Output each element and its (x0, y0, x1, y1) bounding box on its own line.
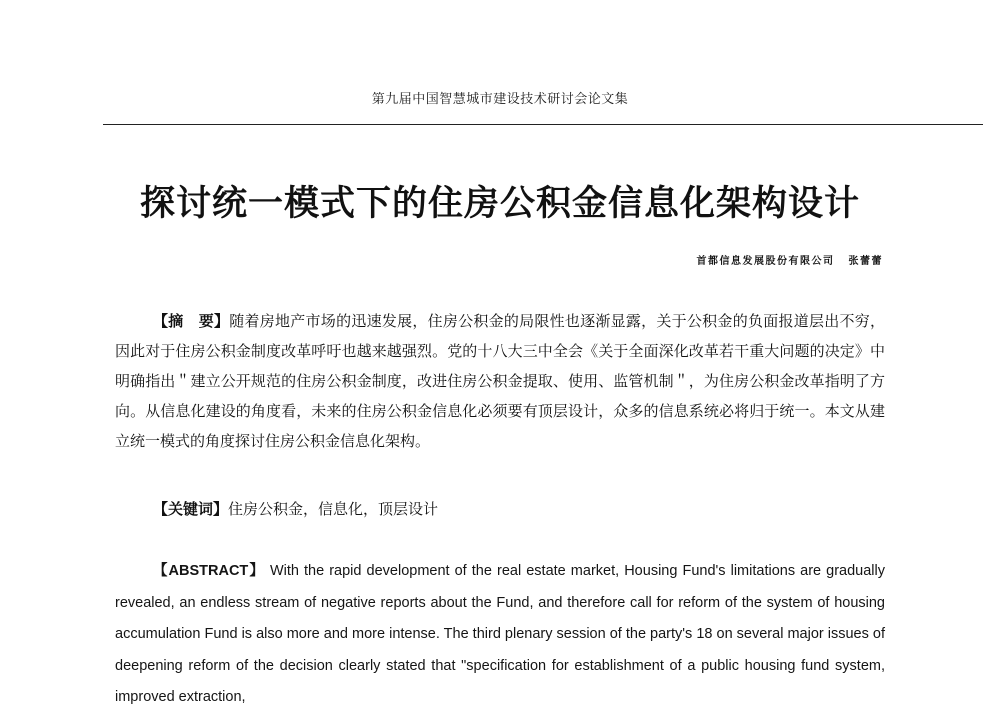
abstract-en-label: 【ABSTRACT】 (153, 563, 265, 579)
paper-title: 探讨统一模式下的住房公积金信息化架构设计 (139, 184, 860, 224)
abstract-en (115, 556, 885, 714)
abstract-zh-label: 【摘 要】 (153, 312, 230, 330)
abstract-en-text: With the rapid development of the real estate market, Housing Fund's limitations are gradually revealed, an endless stream of negative reports about the Fund, and therefore call for reform of the system of housing accumulation Fund is also more and more intense. The third plenary session of the party's 18 on several major issues of deepening reform of the decision clearly stated that "specification for establishment of a public housing fund system, improved extraction, (115, 563, 886, 705)
affiliation: 首都信息发展股份有限公司 (696, 256, 835, 267)
header-divider (103, 124, 983, 125)
running-header: 第九届中国智慧城市建设技术研讨会论文集 (371, 92, 629, 107)
byline (697, 252, 884, 267)
abstract-zh (115, 306, 885, 456)
keywords-zh-label: 【关键词】 (153, 500, 229, 518)
keywords-zh-text: 住房公积金，信息化，顶层设计 (228, 500, 439, 518)
abstract-zh-text: 随着房地产市场的迅速发展，住房公积金的局限性也逐渐显露，关于公积金的负面报道层出不穷，因此对于住房公积金制度改革呼吁也越来越强烈。党的十八大三中全会《关于全面深化改革若干重大问题的决定》中明确指出＂建立公开规范的住房公积金制度，改进住房公积金提取、使用、监管机制＂，为住房公积金改革指明了方向。从信息化建设的角度看，未来的住房公积金信息化必须要有顶层设计，众多的信息系统必将归于统一。本文从建立统一模式的角度探讨住房公积金信息化架构。 (115, 312, 885, 450)
keywords-zh (153, 494, 438, 524)
author-name: 张蕾蕾 (848, 256, 883, 267)
